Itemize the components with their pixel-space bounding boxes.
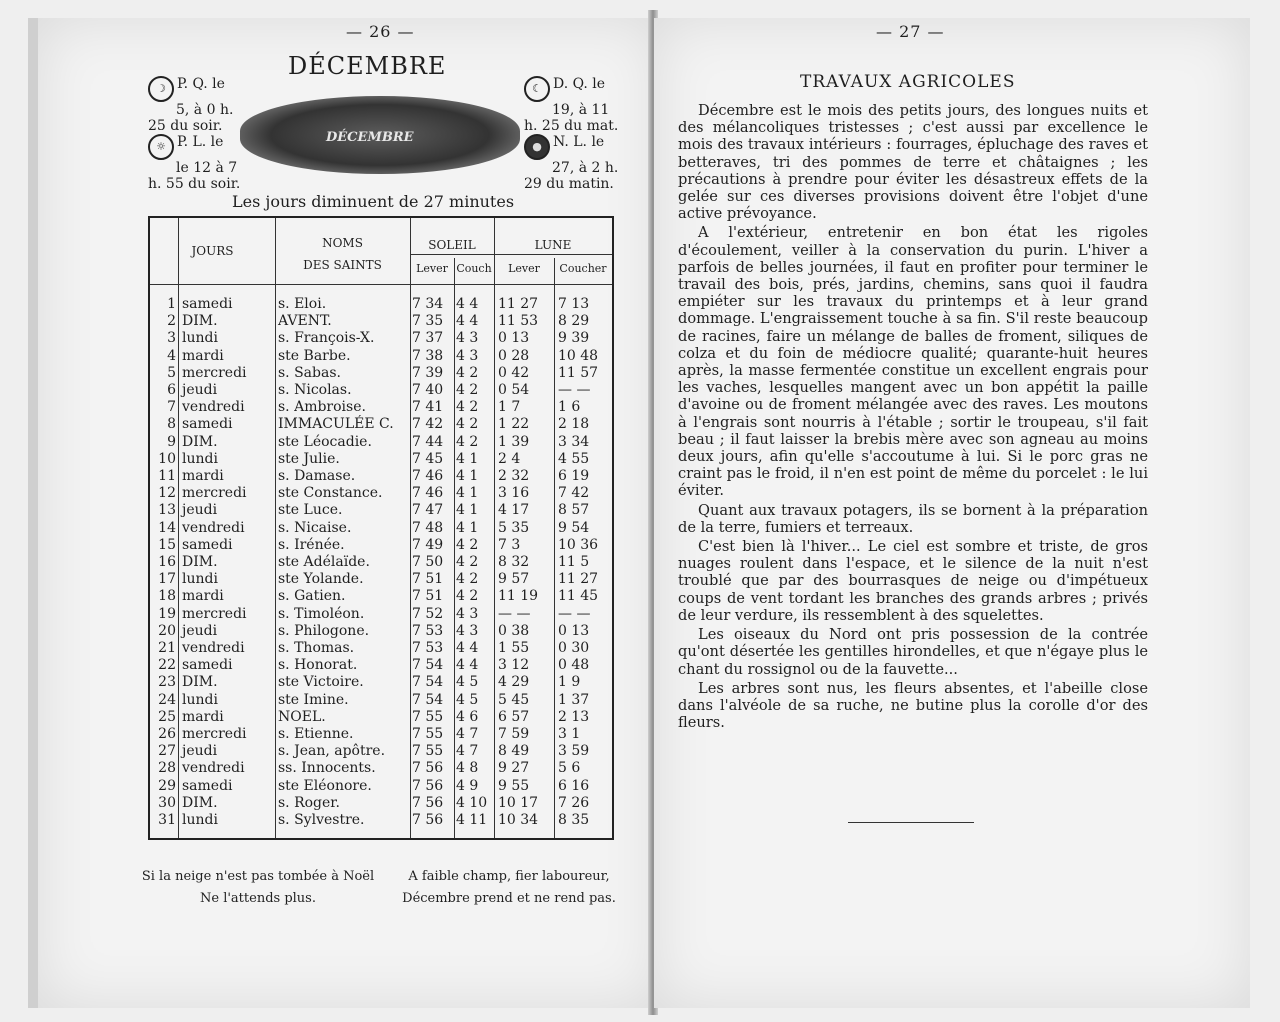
days-decrease-subtitle: Les jours diminuent de 27 minutes — [232, 192, 515, 211]
saint-name: s. Nicaise. — [278, 519, 352, 536]
moon-rise: 0 28 — [498, 347, 530, 364]
sun-set: 4 11 — [456, 812, 488, 828]
saint-name: ste Eléonore. — [278, 777, 372, 794]
sun-set: 4 2 — [456, 571, 479, 588]
sun-set: 4 2 — [456, 554, 479, 570]
table-row — [150, 313, 612, 330]
paragraph: A l'extérieur, entretenir en bon état les rigoles d'écoulement, veiller à la conservation du purin. L'hiver a parfois de belles journées, il faut en profiter pour terminer le travail des bois, prés, jardins, chemins, sans quoi il faudra empiéter sur les travaux du printemps et à leur grand dommage. L'engraissement touche à sa fin. S'il reste beaucoup de racines, faire un mélange de balles de froment, siliques de colza et du foin de médiocre qualité; quarante-huit heures après, la masse fermentée constitue un excellent engrais pour les vaches, lesquelles mangent avec un bon appétit la paille d'avoine ou de froment mélangée avec des raves. Les moutons à l'engrais sont nourris à l'étable ; sortir le troupeau, s'il fait beau ; il faut laisser la brebis mère avec son agneau au moins deux jours, afin qu'elle s'accoutume à lui. Si le porc gras ne craint pas le froid, il n'en est point de même du porcelet : le lui éviter. — [678, 224, 1148, 500]
moon-rise: 1 7 — [498, 399, 521, 416]
day-name: vendredi — [182, 760, 245, 777]
end-rule — [848, 822, 974, 823]
table-row — [150, 399, 612, 416]
sun-set: 4 2 — [456, 588, 479, 605]
sun-rise: 7 55 — [412, 708, 444, 725]
saint-name: s. Sabas. — [278, 364, 341, 381]
header-lune-lever: Lever — [508, 262, 540, 275]
header-noms: NOMS — [322, 236, 363, 250]
day-name: mardi — [182, 588, 224, 605]
day-number: 25 — [158, 708, 176, 725]
sun-rise: 7 34 — [412, 296, 444, 312]
moon-set: 3 1 — [558, 726, 581, 742]
header-soleil-couch: Couch — [456, 262, 492, 275]
moon-set: 0 13 — [558, 622, 590, 639]
table-row — [150, 778, 612, 795]
moon-set: 6 16 — [558, 777, 590, 794]
moon-rise: 7 3 — [498, 536, 521, 553]
moon-rise: 8 32 — [498, 554, 530, 570]
day-name: lundi — [182, 330, 218, 347]
day-number: 12 — [158, 485, 176, 502]
moon-set: 9 39 — [558, 330, 590, 347]
moon-rise: 5 45 — [498, 691, 530, 708]
sun-set: 4 4 — [456, 657, 479, 674]
saint-name: s. Timoléon. — [278, 605, 365, 622]
moon-set: 1 37 — [558, 691, 590, 708]
saint-name: NOEL. — [278, 708, 326, 725]
table-row — [150, 485, 612, 502]
day-number: 15 — [158, 536, 176, 553]
moon-rise: 0 13 — [498, 330, 530, 347]
saint-name: s. François-X. — [278, 330, 375, 347]
moon-set: 2 18 — [558, 416, 590, 433]
moon-rise: 3 16 — [498, 485, 530, 502]
day-name: lundi — [182, 812, 218, 828]
day-name: mercredi — [182, 605, 247, 622]
day-name: mardi — [182, 468, 224, 484]
table-row — [150, 554, 612, 571]
day-number: 5 — [167, 364, 176, 381]
day-name: DIM. — [182, 794, 218, 811]
day-name: jeudi — [182, 502, 218, 519]
sun-rise: 7 53 — [412, 622, 444, 639]
table-row — [150, 657, 612, 674]
paragraph: C'est bien là l'hiver... Le ciel est sombre et triste, de gros nuages roulent dans l'espace, et le silence de la nuit n'est troublé que par des bourrasques de neige ou d'impétueux coups de vent tordant les branches des grands arbres ; privés de leur verdure, ils ressemblent à des squelettes. — [678, 538, 1148, 624]
sun-rise: 7 54 — [412, 657, 444, 674]
sun-rise: 7 44 — [412, 433, 444, 450]
saint-name: s. Gatien. — [278, 588, 346, 605]
day-name: samedi — [182, 777, 233, 794]
saint-name: ste Constance. — [278, 485, 383, 502]
paragraph: Les oiseaux du Nord ont pris possession de la contrée qu'ont désertée les gentilles hirondelles, et que n'égaye plus le chant du rossignol ou de la fauvette... — [678, 626, 1148, 678]
saint-name: s. Eloi. — [278, 296, 327, 312]
moon-rise: — — — [498, 605, 531, 622]
table-row — [150, 726, 612, 743]
paragraph: Quant aux travaux potagers, ils se bornent à la préparation de la terre, fumiers et terreaux. — [678, 501, 1148, 536]
sun-set: 4 1 — [456, 519, 479, 536]
sun-set: 4 10 — [456, 794, 488, 811]
day-name: lundi — [182, 691, 218, 708]
day-number: 8 — [167, 416, 176, 433]
moon-phase-new-moon: ● N. L. le 27, à 2 h. 29 du matin. — [524, 134, 619, 192]
moon-set: 7 13 — [558, 296, 590, 312]
moon-rise: 7 59 — [498, 726, 530, 742]
saint-name: AVENT. — [278, 313, 332, 330]
paragraph: Décembre est le mois des petits jours, des longues nuits et des mélancoliques tristesses ; c'est aussi par excellence le mois des travaux intérieurs : fourrages, épluchage des raves et betteraves, tri des pommes de terre et châtaignes ; les précautions à prendre pour éviter les désastreux effets de la gelée sur ces diverses provisions doivent être l'objet d'une active prévoyance. — [678, 102, 1148, 223]
table-row — [150, 623, 612, 640]
day-name: DIM. — [182, 433, 218, 450]
moon-last-quarter-icon: ☾ — [524, 76, 550, 102]
sun-rise: 7 54 — [412, 691, 444, 708]
day-number: 17 — [158, 571, 176, 588]
table-row — [150, 382, 612, 399]
table-row — [150, 296, 612, 313]
day-number: 13 — [158, 502, 176, 519]
left-page-number: — 26 — — [346, 22, 415, 41]
day-number: 24 — [158, 691, 176, 708]
proverb-noel: Si la neige n'est pas tombée à Noël Ne l'attends plus. — [141, 869, 375, 906]
day-name: mercredi — [182, 726, 247, 742]
day-number: 16 — [158, 554, 176, 570]
sun-set: 4 3 — [456, 622, 479, 639]
moon-set: 10 48 — [558, 347, 599, 364]
sun-set: 4 2 — [456, 536, 479, 553]
sun-rise: 7 51 — [412, 588, 444, 605]
sun-set: 4 2 — [456, 433, 479, 450]
table-row — [150, 365, 612, 382]
table-row — [150, 640, 612, 657]
sun-rise: 7 45 — [412, 450, 444, 467]
sun-rise: 7 48 — [412, 519, 444, 536]
day-number: 1 — [167, 296, 176, 312]
table-row — [150, 520, 612, 537]
table-row — [150, 434, 612, 451]
moon-set: 6 19 — [558, 468, 590, 484]
header-lune: LUNE — [534, 238, 572, 252]
moon-set: 1 9 — [558, 674, 581, 691]
sun-set: 4 2 — [456, 416, 479, 433]
day-name: mardi — [182, 708, 224, 725]
moon-rise: 5 35 — [498, 519, 530, 536]
day-number: 11 — [158, 468, 176, 484]
sun-set: 4 3 — [456, 330, 479, 347]
day-number: 6 — [167, 382, 176, 398]
day-name: samedi — [182, 416, 233, 433]
sun-rise: 7 46 — [412, 468, 444, 484]
month-title: DÉCEMBRE — [288, 52, 447, 80]
moon-set: 7 42 — [558, 485, 590, 502]
moon-new-icon: ● — [524, 134, 550, 160]
moon-set: 8 57 — [558, 502, 590, 519]
sun-set: 4 2 — [456, 382, 479, 398]
travaux-title: TRAVAUX AGRICOLES — [800, 72, 1016, 92]
header-soleil-lever: Lever — [416, 262, 448, 275]
table-row — [150, 588, 612, 605]
right-page-number: — 27 — — [876, 22, 945, 41]
saint-name: ste Léocadie. — [278, 433, 372, 450]
sun-rise: 7 47 — [412, 502, 444, 519]
table-row — [150, 674, 612, 691]
day-number: 21 — [158, 640, 176, 656]
saint-name: ste Victoire. — [278, 674, 364, 691]
saint-name: ss. Innocents. — [278, 760, 376, 777]
december-vignette-engraving — [240, 96, 520, 174]
table-row — [150, 348, 612, 365]
day-number: 19 — [158, 605, 176, 622]
day-name: mercredi — [182, 364, 247, 381]
sun-rise: 7 37 — [412, 330, 444, 347]
moon-rise: 10 34 — [498, 812, 539, 828]
saint-name: s. Philogone. — [278, 622, 370, 639]
moon-phase-last-quarter: ☾ D. Q. le 19, à 11 h. 25 du mat. — [524, 76, 619, 134]
sun-set: 4 1 — [456, 502, 479, 519]
moon-rise: 11 19 — [498, 588, 539, 605]
day-number: 20 — [158, 622, 176, 639]
sun-set: 4 9 — [456, 777, 479, 794]
proverb-laboureur: A faible champ, fier laboureur, Décembre prend et ne rend pas. — [402, 869, 616, 906]
sun-rise: 7 56 — [412, 777, 444, 794]
day-name: samedi — [182, 296, 233, 312]
calendar-table — [148, 216, 614, 840]
table-row — [150, 760, 612, 777]
sun-set: 4 3 — [456, 347, 479, 364]
moon-rise: 9 57 — [498, 571, 530, 588]
moon-set: 10 36 — [558, 536, 599, 553]
day-number: 28 — [158, 760, 176, 777]
sun-rise: 7 35 — [412, 313, 444, 330]
header-lune-coucher: Coucher — [559, 262, 607, 275]
moon-rise: 9 27 — [498, 760, 530, 777]
moon-rise: 3 12 — [498, 657, 530, 674]
moon-phase-full-moon: ☼ P. L. le le 12 à 7 h. 55 du soir. — [148, 134, 241, 192]
moon-set: 2 13 — [558, 708, 590, 725]
sun-rise: 7 56 — [412, 812, 444, 828]
day-name: lundi — [182, 450, 218, 467]
moon-set: 3 34 — [558, 433, 590, 450]
moon-rise: 6 57 — [498, 708, 530, 725]
saint-name: s. Ambroise. — [278, 399, 366, 416]
day-name: mercredi — [182, 485, 247, 502]
sun-set: 4 5 — [456, 674, 479, 691]
sun-set: 4 4 — [456, 313, 479, 330]
table-row — [150, 416, 612, 433]
sun-rise: 7 42 — [412, 416, 444, 433]
sun-set: 4 3 — [456, 605, 479, 622]
day-number: 23 — [158, 674, 176, 691]
day-number: 14 — [158, 519, 176, 536]
sun-set: 4 2 — [456, 364, 479, 381]
moon-rise: 0 42 — [498, 364, 530, 381]
moon-set: — — — [558, 382, 591, 398]
moon-set: 0 30 — [558, 640, 590, 656]
sun-set: 4 8 — [456, 760, 479, 777]
sun-rise: 7 49 — [412, 536, 444, 553]
moon-set: — — — [558, 605, 591, 622]
moon-rise: 1 22 — [498, 416, 530, 433]
saint-name: ste Luce. — [278, 502, 343, 519]
day-number: 4 — [167, 347, 176, 364]
sun-rise: 7 55 — [412, 726, 444, 742]
saint-name: s. Roger. — [278, 794, 340, 811]
day-number: 10 — [158, 450, 176, 467]
sun-set: 4 1 — [456, 450, 479, 467]
saint-name: s. Etienne. — [278, 726, 354, 742]
day-name: jeudi — [182, 382, 218, 398]
sun-rise: 7 39 — [412, 364, 444, 381]
paragraph: Les arbres sont nus, les fleurs absentes, et l'abeille close dans l'alvéole de sa ruche, ne butine plus la corolle d'or des fleurs. — [678, 679, 1148, 732]
moon-set: 11 27 — [558, 571, 599, 588]
day-number: 26 — [158, 726, 176, 742]
moon-rise: 0 54 — [498, 382, 530, 398]
day-name: DIM. — [182, 313, 218, 330]
saint-name: s. Jean, apôtre. — [278, 743, 386, 760]
moon-full-icon: ☼ — [148, 134, 174, 160]
day-number: 22 — [158, 657, 176, 674]
sun-rise: 7 56 — [412, 794, 444, 811]
moon-rise: 10 17 — [498, 794, 539, 811]
day-number: 3 — [167, 330, 176, 347]
saint-name: ste Barbe. — [278, 347, 351, 364]
header-jours: JOURS — [191, 244, 234, 258]
table-row — [150, 709, 612, 726]
saint-name: IMMACULÉE C. — [278, 416, 394, 433]
moon-rise: 2 32 — [498, 468, 530, 484]
day-name: DIM. — [182, 674, 218, 691]
moon-set: 11 5 — [558, 554, 590, 570]
saint-name: ste Julie. — [278, 450, 340, 467]
vignette-label: DÉCEMBRE — [326, 130, 414, 145]
sun-set: 4 7 — [456, 726, 479, 742]
moon-set: 8 29 — [558, 313, 590, 330]
moon-rise: 2 4 — [498, 450, 521, 467]
moon-rise: 11 53 — [498, 313, 539, 330]
day-name: jeudi — [182, 622, 218, 639]
sun-set: 4 5 — [456, 691, 479, 708]
day-number: 7 — [167, 399, 176, 416]
moon-set: 11 45 — [558, 588, 599, 605]
saint-name: ste Yolande. — [278, 571, 364, 588]
table-row — [150, 330, 612, 347]
sun-set: 4 6 — [456, 708, 479, 725]
travaux-text — [678, 102, 1148, 733]
table-row — [150, 692, 612, 709]
sun-rise: 7 52 — [412, 605, 444, 622]
moon-rise: 8 49 — [498, 743, 530, 760]
saint-name: s. Nicolas. — [278, 382, 352, 398]
day-name: jeudi — [182, 743, 218, 760]
day-name: DIM. — [182, 554, 218, 570]
moon-first-quarter-icon: ☽ — [148, 76, 174, 102]
sun-set: 4 4 — [456, 640, 479, 656]
table-row — [150, 468, 612, 485]
day-number: 9 — [167, 433, 176, 450]
table-row — [150, 743, 612, 760]
sun-rise: 7 41 — [412, 399, 444, 416]
moon-set: 9 54 — [558, 519, 590, 536]
moon-rise: 0 38 — [498, 622, 530, 639]
saint-name: s. Sylvestre. — [278, 812, 365, 828]
day-name: vendredi — [182, 640, 245, 656]
moon-rise: 9 55 — [498, 777, 530, 794]
table-row — [150, 571, 612, 588]
moon-set: 3 59 — [558, 743, 590, 760]
sun-rise: 7 40 — [412, 382, 444, 398]
table-row — [150, 537, 612, 554]
sun-rise: 7 56 — [412, 760, 444, 777]
day-number: 30 — [158, 794, 176, 811]
day-number: 2 — [167, 313, 176, 330]
moon-set: 5 6 — [558, 760, 581, 777]
sun-rise: 7 50 — [412, 554, 444, 570]
saint-name: s. Thomas. — [278, 640, 355, 656]
sun-rise: 7 38 — [412, 347, 444, 364]
sun-rise: 7 53 — [412, 640, 444, 656]
sun-rise: 7 51 — [412, 571, 444, 588]
sun-set: 4 2 — [456, 399, 479, 416]
day-number: 27 — [158, 743, 176, 760]
moon-set: 0 48 — [558, 657, 590, 674]
saint-name: s. Honorat. — [278, 657, 358, 674]
day-name: lundi — [182, 571, 218, 588]
table-row — [150, 606, 612, 623]
moon-rise: 1 55 — [498, 640, 530, 656]
day-name: samedi — [182, 536, 233, 553]
sun-set: 4 1 — [456, 468, 479, 484]
day-number: 29 — [158, 777, 176, 794]
saint-name: ste Imine. — [278, 691, 349, 708]
moon-rise: 4 17 — [498, 502, 530, 519]
saint-name: s. Damase. — [278, 468, 356, 484]
day-number: 18 — [158, 588, 176, 605]
table-row — [150, 795, 612, 812]
table-row — [150, 451, 612, 468]
moon-set: 1 6 — [558, 399, 581, 416]
day-number: 31 — [158, 812, 176, 828]
moon-set: 4 55 — [558, 450, 590, 467]
day-name: vendredi — [182, 399, 245, 416]
header-soleil: SOLEIL — [428, 238, 476, 252]
moon-set: 7 26 — [558, 794, 590, 811]
moon-rise: 11 27 — [498, 296, 539, 312]
moon-phase-first-quarter: ☽ P. Q. le 5, à 0 h. 25 du soir. — [148, 76, 234, 134]
moon-rise: 4 29 — [498, 674, 530, 691]
day-name: samedi — [182, 657, 233, 674]
sun-rise: 7 55 — [412, 743, 444, 760]
table-row — [150, 812, 612, 829]
sun-rise: 7 54 — [412, 674, 444, 691]
sun-rise: 7 46 — [412, 485, 444, 502]
saint-name: s. Irénée. — [278, 536, 345, 553]
sun-set: 4 4 — [456, 296, 479, 312]
day-name: vendredi — [182, 519, 245, 536]
moon-set: 11 57 — [558, 364, 599, 381]
sun-set: 4 7 — [456, 743, 479, 760]
header-des-saints: DES SAINTS — [303, 258, 382, 272]
saint-name: ste Adélaïde. — [278, 554, 370, 570]
table-row — [150, 502, 612, 519]
moon-set: 8 35 — [558, 812, 590, 828]
day-name: mardi — [182, 347, 224, 364]
moon-rise: 1 39 — [498, 433, 530, 450]
sun-set: 4 1 — [456, 485, 479, 502]
